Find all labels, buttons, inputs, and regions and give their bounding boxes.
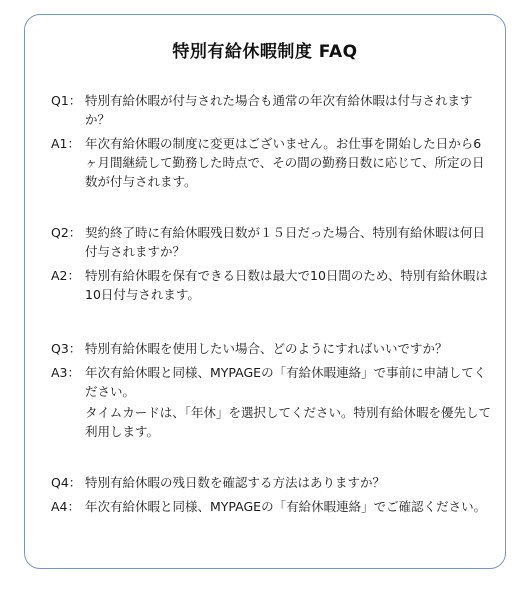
answer-text: 年次有給休暇と同様、MYPAGEの「有給休暇連絡」でご確認ください。 xyxy=(85,499,487,514)
answer-row xyxy=(51,363,491,441)
question-text: 特別有給休暇が付与された場合も通常の年次有給休暇は付与されますか？ xyxy=(85,93,473,127)
answer-tag: A1： xyxy=(51,136,81,151)
question-row xyxy=(51,473,491,492)
question-row xyxy=(51,339,491,358)
answer-row xyxy=(51,497,491,516)
page-title: 特別有給休暇制度 FAQ xyxy=(172,42,358,62)
question-text: 特別有給休暇の残日数を確認する方法はありますか？ xyxy=(85,475,386,490)
answer-tag: A3： xyxy=(51,365,81,380)
question-tag: Q2： xyxy=(51,225,82,240)
answer-text: 年次有給休暇の制度に変更はございません。お仕事を開始した日から6ヶ月間継続して勤務した時点で、その間の勤務日数に応じて、所定の日数が付与されます。 xyxy=(85,136,485,189)
question-tag: Q3： xyxy=(51,341,82,356)
answer-text: 特別有給休暇を保有できる日数は最大で10日間のため、特別有給休暇は10日付与されます。 xyxy=(85,268,488,302)
faq-item-4 xyxy=(51,473,491,521)
answer-row xyxy=(51,134,491,191)
faq-item-3 xyxy=(51,339,491,446)
answer-text-note: タイムカードは、「年休」を選択してください。特別有給休暇を優先して利用します。 xyxy=(85,405,492,439)
answer-tag: A4： xyxy=(51,499,81,514)
answer-text: 年次有給休暇と同様、MYPAGEの「有給休暇連絡」で事前に申請してください。 xyxy=(85,365,487,399)
answer-row xyxy=(51,266,491,304)
answer-tag: A2： xyxy=(51,268,81,283)
question-tag: Q1： xyxy=(51,93,82,108)
question-text: 特別有給休暇を使用したい場合、どのようにすればいいですか？ xyxy=(85,341,448,356)
faq-card xyxy=(24,14,506,569)
question-text: 契約終了時に有給休暇残日数が１５日だった場合、特別有給休暇は何日付与されますか？ xyxy=(85,225,486,259)
question-row xyxy=(51,223,491,261)
question-row xyxy=(51,91,491,129)
faq-item-2 xyxy=(51,223,491,309)
question-tag: Q4： xyxy=(51,475,82,490)
faq-item-1 xyxy=(51,91,491,196)
